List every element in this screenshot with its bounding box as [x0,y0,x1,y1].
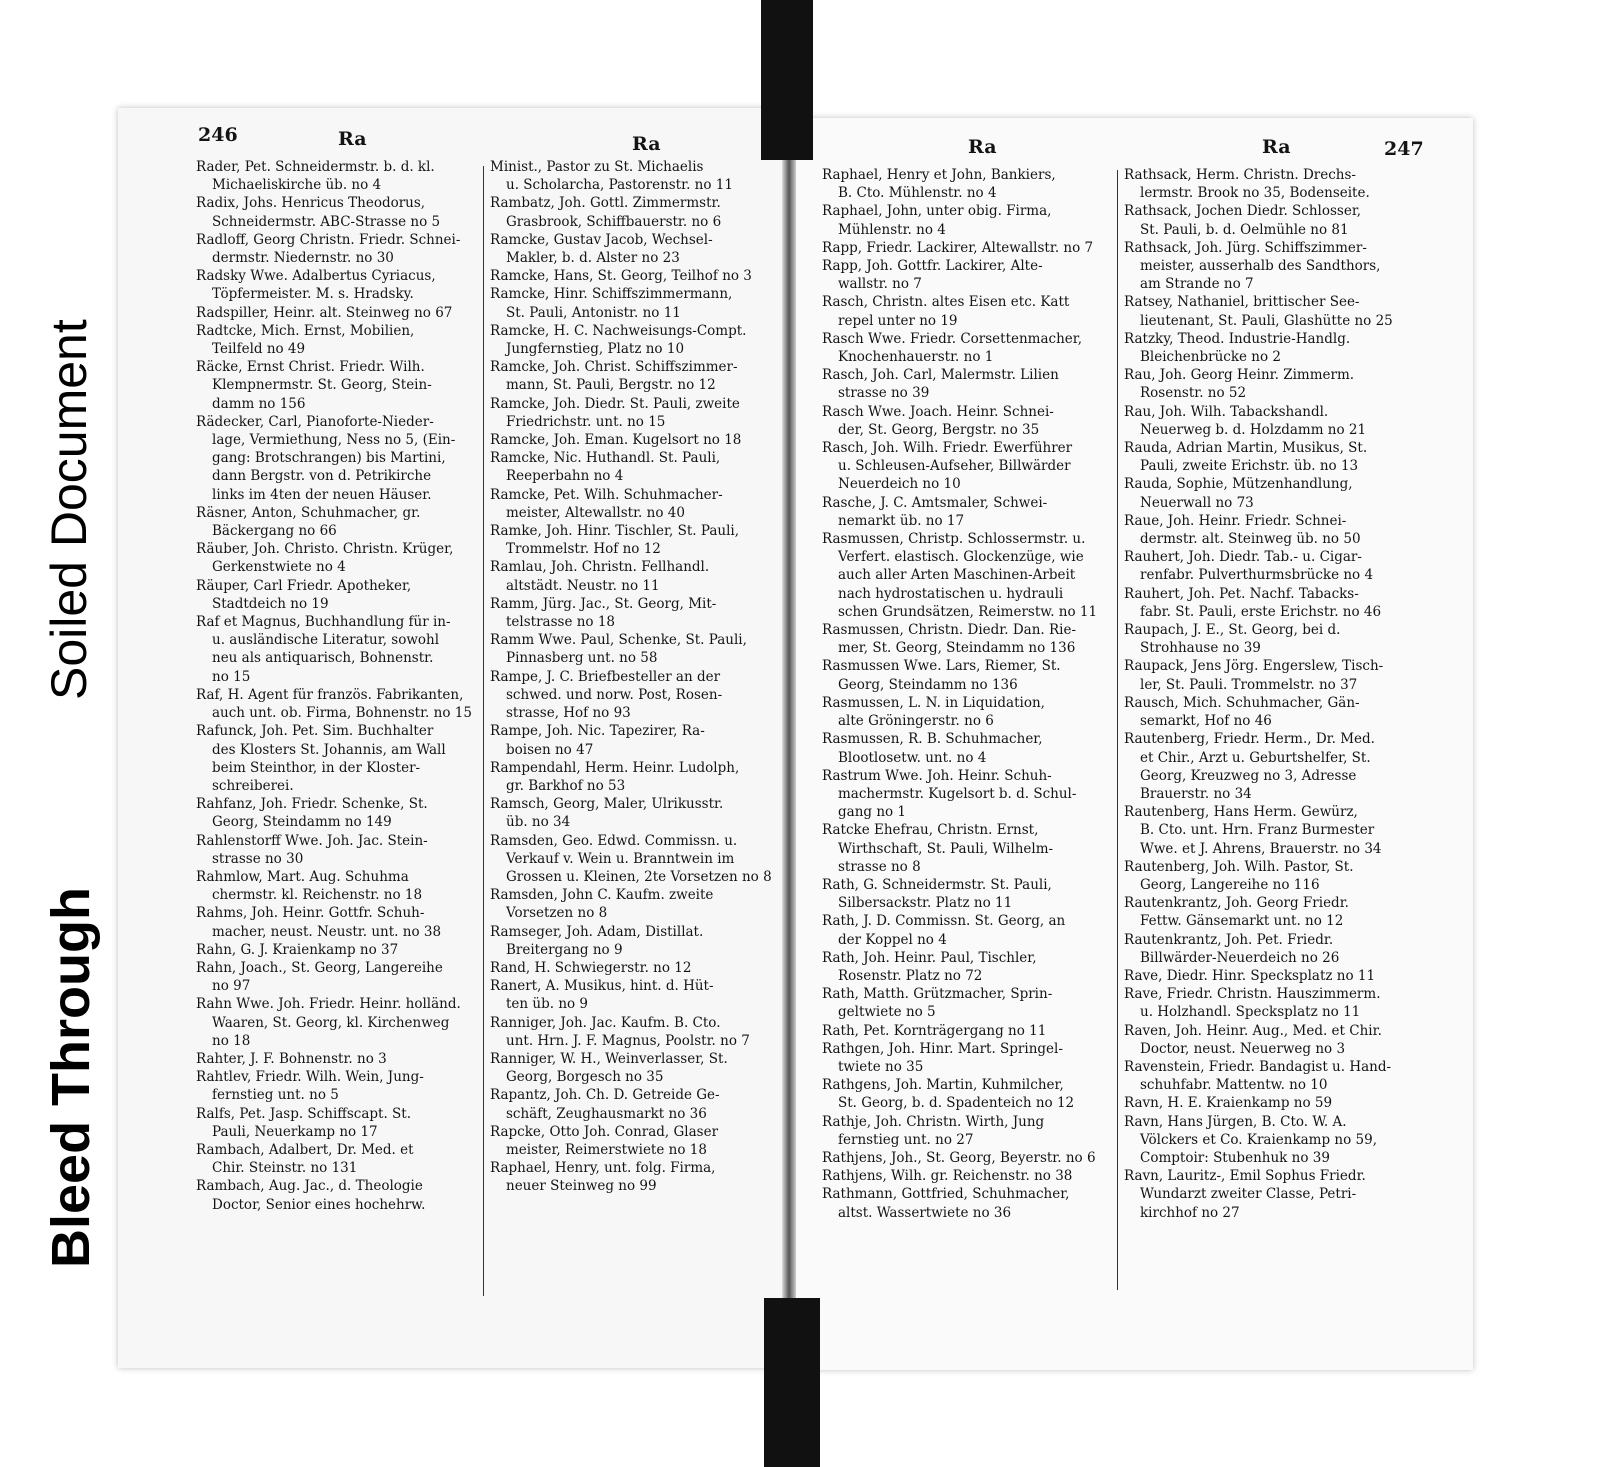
directory-entry: Rasch, Joh. Wilh. Friedr. Ewerführer u. Schleusen-Aufseher, Billwärder Neuerdeich no 10 [822,440,1073,493]
directory-entry: Ranniger, W. H., Weinverlasser, St. Georg, Borgesch no 35 [490,1050,728,1086]
directory-entry: Raphael, John, unter obig. Firma, Mühlenstr. no 4 [822,203,1052,238]
directory-entry: Rasch Wwe. Joach. Heinr. Schnei- der, St. Georg, Bergstr. no 35 [822,403,1054,438]
directory-entry: Rathsack, Jochen Diedr. Schlosser, St. Pauli, b. d. Oelmühle no 81 [1124,203,1362,238]
directory-entry: Rapcke, Otto Joh. Conrad, Glaser meister, Reimerstwiete no 18 [490,1123,719,1158]
directory-entry: Ramcke, Joh. Diedr. St. Pauli, zweite Friedrichstr. unt. no 15 [490,395,740,430]
bleed-through-stamp: Bleed Through [41,887,101,1268]
directory-entry: Ramcke, Hinr. Schiffszimmermann, St. Pauli, Antonistr. no 11 [490,286,733,321]
directory-entry: Räcke, Ernst Christ. Friedr. Wilh. Klempnermstr. St. Georg, Stein- damm no 156 [196,359,432,412]
directory-entry: Rahn, Joach., St. Georg, Langereihe no 97 [196,959,443,995]
directory-entry: Rampe, Joh. Nic. Tapezirer, Ra- boisen no 47 [490,723,705,758]
directory-entry: Rahter, J. F. Bohnenstr. no 3 [196,1050,387,1067]
directory-entry: Rausch, Mich. Schuhmacher, Gän- semarkt, Hof no 46 [1124,694,1360,730]
directory-entry: Raue, Joh. Heinr. Friedr. Schnei- dermstr. alt. Steinweg üb. no 50 [1124,512,1361,548]
directory-entry: Räuper, Carl Friedr. Apotheker, Stadtdeich no 19 [196,577,412,612]
directory-entry: Räsner, Anton, Schuhmacher, gr. Bäckergang no 66 [196,504,421,540]
directory-entry: Rath, Matth. Grützmacher, Sprin- geltwiete no 5 [822,986,1053,1021]
directory-column-3 [822,166,1114,1222]
directory-entry: Rathgen, Joh. Hinr. Mart. Springel- twiete no 35 [822,1040,1063,1075]
directory-column-4 [1124,166,1414,1222]
directory-entry: Rahtlev, Friedr. Wilh. Wein, Jung- fernstieg unt. no 5 [196,1069,424,1104]
directory-entry: Raf et Magnus, Buchhandlung für in- u. ausländische Literatur, sowohl neu als antiquarisch, Bohnenstr. no 15 [196,614,451,685]
directory-entry: Ramlau, Joh. Christn. Fellhandl. altstädt. Neustr. no 11 [490,559,710,594]
directory-entry: Rasch, Christn. altes Eisen etc. Katt repel unter no 19 [822,294,1070,329]
directory-entry: Ramm, Jürg. Jac., St. Georg, Mit- telstrasse no 18 [490,595,717,631]
right-running-head-2: Ra [1262,136,1291,158]
directory-entry: Rafunck, Joh. Pet. Sim. Buchhalter des Klosters St. Johannis, am Wall beim Steinthor, in der Kloster- schreiberei. [196,723,446,794]
directory-entry: Rand, H. Schwiegerstr. no 12 [490,959,692,976]
directory-entry: Ramsch, Georg, Maler, Ulrikusstr. üb. no 34 [490,796,724,831]
directory-entry: Rahfanz, Joh. Friedr. Schenke, St. Georg, Steindamm no 149 [196,796,428,831]
directory-entry: Rapantz, Joh. Ch. D. Getreide Ge- schäft, Zeughausmarkt no 36 [490,1087,720,1122]
directory-entry: Radspiller, Heinr. alt. Steinweg no 67 [196,304,453,321]
directory-entry: Ramcke, Gustav Jacob, Wechsel- Makler, b. d. Alster no 23 [490,231,713,267]
directory-entry: Rasmussen, Christn. Diedr. Dan. Rie- mer, St. Georg, Steindamm no 136 [822,622,1077,657]
directory-entry: Radsky Wwe. Adalbertus Cyriacus, Töpfermeister. M. s. Hradsky. [196,268,436,303]
directory-entry: Ravn, Lauritz-, Emil Sophus Friedr. Wundarzt zweiter Classe, Petri- kirchhof no 27 [1124,1168,1366,1221]
directory-entry: Rapp, Joh. Gottfr. Lackirer, Alte- wallstr. no 7 [822,258,1043,293]
directory-entry: Rathje, Joh. Christn. Wirth, Jung fernstieg unt. no 27 [822,1113,1045,1148]
directory-entry: Rasmussen Wwe. Lars, Riemer, St. Georg, Steindamm no 136 [822,658,1061,693]
directory-entry: Rautenkrantz, Joh. Pet. Friedr. Billwärder-Neuerdeich no 26 [1124,931,1340,966]
directory-entry: Ramsden, John C. Kaufm. zweite Vorsetzen no 8 [490,887,714,922]
directory-entry: Rädecker, Carl, Pianoforte-Nieder- lage, Vermiethung, Ness no 5, (Ein- gang: Brotschrangen) bis Martini, dann Bergstr. von d. Petrikirche links im 4ten der neuen Häuser. [196,413,456,503]
directory-column-2 [490,158,772,1196]
right-running-head-1: Ra [968,136,997,158]
right-page-number: 247 [1384,138,1424,160]
directory-entry: Rautenberg, Joh. Wilh. Pastor, St. Georg, Langereihe no 116 [1124,858,1354,893]
directory-entry: Ramcke, Nic. Huthandl. St. Pauli, Reeperbahn no 4 [490,450,721,485]
directory-entry: Ravenstein, Friedr. Bandagist u. Hand- schuhfabr. Mattentw. no 10 [1124,1058,1392,1094]
directory-entry: Ranert, A. Musikus, hint. d. Hüt- ten üb. no 9 [490,978,714,1013]
directory-entry: Rasmussen, R. B. Schuhmacher, Blootlosetw. unt. no 4 [822,731,1043,766]
directory-column-1 [196,158,481,1214]
directory-entry: Ratsey, Nathaniel, brittischer See- lieutenant, St. Pauli, Glashütte no 25 [1124,294,1393,329]
directory-entry: Rahn, G. J. Kraienkamp no 37 [196,941,399,958]
directory-entry: Rampendahl, Herm. Heinr. Ludolph, gr. Barkhof no 53 [490,759,740,794]
left-running-head-1: Ra [338,128,367,150]
directory-entry: Rathgens, Joh. Martin, Kuhmilcher, St. Georg, b. d. Spadenteich no 12 [822,1077,1075,1112]
column-rule [1117,170,1118,1290]
column-rule [483,166,484,1296]
directory-entry: Rathsack, Herm. Christn. Drechs- lermstr. Brook no 35, Bodenseite. [1124,167,1370,202]
directory-entry: Ravn, Hans Jürgen, B. Cto. W. A. Völckers et Co. Kraienkamp no 59, Comptoir: Stubenhuk no 39 [1124,1113,1378,1166]
soiled-document-stamp: Soiled Document [41,319,97,700]
directory-entry: Rauhert, Joh. Diedr. Tab.- u. Cigar- renfabr. Pulverthurmsbrücke no 4 [1124,549,1374,584]
directory-entry: Ramsden, Geo. Edwd. Commissn. u. Verkauf v. Wein u. Branntwein im Grossen u. Kleinen, 2te Vorsetzen no 8 [490,832,772,885]
directory-entry: Rave, Diedr. Hinr. Specksplatz no 11 [1124,967,1376,984]
directory-entry: Rau, Joh. Georg Heinr. Zimmerm. Rosenstr. no 52 [1124,367,1355,402]
directory-entry: Ratcke Ehefrau, Christn. Ernst, Wirthschaft, St. Pauli, Wilhelm- strasse no 8 [822,822,1054,875]
directory-entry: Radloff, Georg Christn. Friedr. Schnei- dermstr. Niedernstr. no 30 [196,231,461,267]
directory-entry: Rathsack, Joh. Jürg. Schiffszimmer- meister, ausserhalb des Sandthors, am Strande no 7 [1124,239,1381,293]
directory-entry: Rath, G. Schneidermstr. St. Pauli, Silbersackstr. Platz no 11 [822,876,1052,912]
directory-entry: Raupach, J. E., St. Georg, bei d. Strohhause no 39 [1124,622,1341,657]
directory-entry: Rambach, Aug. Jac., d. Theologie Doctor, Senior eines hochehrw. [196,1178,426,1213]
spine-top [761,0,813,160]
directory-entry: Rathjens, Wilh. gr. Reichenstr. no 38 [822,1168,1073,1185]
directory-entry: Ramm Wwe. Paul, Schenke, St. Pauli, Pinnasberg unt. no 58 [490,632,747,667]
directory-entry: Rasch Wwe. Friedr. Corsettenmacher, Knochenhauerstr. no 1 [822,330,1083,366]
directory-entry: Rauda, Sophie, Mützenhandlung, Neuerwall no 73 [1124,476,1353,511]
directory-entry: Rautenberg, Friedr. Herm., Dr. Med. et Chir., Arzt u. Geburtshelfer, St. Georg, Kreuzweg no 3, Adresse Brauerstr. no 34 [1124,731,1375,802]
left-running-head-2: Ra [632,133,661,155]
directory-entry: Radtcke, Mich. Ernst, Mobilien, Teilfeld no 49 [196,322,415,358]
directory-entry: Ramseger, Joh. Adam, Distillat. Breitergang no 9 [490,923,704,958]
directory-entry: Rathjens, Joh., St. Georg, Beyerstr. no 6 [822,1149,1096,1166]
directory-entry: Rahlenstorff Wwe. Joh. Jac. Stein- strasse no 30 [196,832,428,867]
book-gutter [782,130,796,1370]
directory-entry: Rath, Joh. Heinr. Paul, Tischler, Rosenstr. Platz no 72 [822,949,1037,984]
directory-entry: Rasmussen, L. N. in Liquidation, alte Gröningerstr. no 6 [822,694,1045,730]
directory-entry: Rave, Friedr. Christn. Hauszimmerm. u. Holzhandl. Specksplatz no 11 [1124,986,1381,1021]
directory-entry: Rahms, Joh. Heinr. Gottfr. Schuh- macher, neust. Neustr. unt. no 38 [196,905,442,940]
directory-entry: Raphael, Henry et John, Bankiers, B. Cto. Mühlenstr. no 4 [822,167,1056,202]
directory-entry: Rauda, Adrian Martin, Musikus, St. Pauli, zweite Erichstr. üb. no 13 [1124,440,1368,475]
directory-entry: Rambatz, Joh. Gottl. Zimmermstr. Grasbrook, Schiffbauerstr. no 6 [490,195,722,230]
directory-entry: Rastrum Wwe. Joh. Heinr. Schuh- machermstr. Kugelsort b. d. Schul- gang no 1 [822,767,1077,821]
directory-entry: Ramcke, Hans, St. Georg, Teilhof no 3 [490,268,752,285]
directory-entry: Rahn Wwe. Joh. Friedr. Heinr. holländ. Waaren, St. Georg, kl. Kirchenweg no 18 [196,996,461,1049]
directory-entry: Ramcke, H. C. Nachweisungs-Compt. Jungfernstieg, Platz no 10 [490,322,747,358]
directory-entry: Raven, Joh. Heinr. Aug., Med. et Chir. Doctor, neust. Neuerweg no 3 [1124,1022,1382,1057]
directory-entry: Ralfs, Pet. Jasp. Schiffscapt. St. Pauli, Neuerkamp no 17 [196,1105,411,1140]
directory-entry: Rasch, Joh. Carl, Malermstr. Lilien strasse no 39 [822,367,1059,402]
directory-entry: Rathmann, Gottfried, Schuhmacher, altst. Wassertwiete no 36 [822,1186,1070,1221]
directory-entry: Ramcke, Joh. Eman. Kugelsort no 18 [490,432,742,449]
directory-entry: Ravn, H. E. Kraienkamp no 59 [1124,1095,1333,1112]
directory-entry: Ramcke, Joh. Christ. Schiffszimmer- mann, St. Pauli, Bergstr. no 12 [490,359,738,394]
left-page-number: 246 [198,124,238,146]
directory-entry: Rau, Joh. Wilh. Tabackshandl. Neuerweg b. d. Holzdamm no 21 [1124,403,1367,438]
directory-entry: Ramke, Joh. Hinr. Tischler, St. Pauli, Trommelstr. Hof no 12 [490,523,739,558]
directory-entry: Minist., Pastor zu St. Michaelis u. Scholarcha, Pastorenstr. no 11 [490,159,733,194]
directory-entry: Raf, H. Agent für französ. Fabrikanten, auch unt. ob. Firma, Bohnenstr. no 15 [196,686,472,722]
directory-entry: Rasmussen, Christp. Schlossermstr. u. Verfert. elastisch. Glockenzüge, wie auch aller Arten Maschinen-Arbeit nach hydrostatischen u. hydrauli schen Grundsätzen, Reimerstw. no 11 [822,531,1098,620]
directory-entry: Rasche, J. C. Amtsmaler, Schwei- nemarkt üb. no 17 [822,494,1048,529]
directory-entry: Rampe, J. C. Briefbesteller an der schwed. und norw. Post, Rosen- strasse, Hof no 93 [490,668,723,722]
directory-entry: Rahmlow, Mart. Aug. Schuhma chermstr. kl. Reichenstr. no 18 [196,868,423,904]
directory-entry: Rambach, Adalbert, Dr. Med. et Chir. Steinstr. no 131 [196,1141,414,1177]
directory-entry: Rauhert, Joh. Pet. Nachf. Tabacks- fabr. St. Pauli, erste Erichstr. no 46 [1124,585,1382,620]
spine-bottom [764,1298,820,1467]
directory-entry: Rautenberg, Hans Herm. Gewürz, B. Cto. unt. Hrn. Franz Burmester Wwe. et J. Ahrens, Brauerstr. no 34 [1124,804,1382,857]
directory-entry: Raupack, Jens Jörg. Engerslew, Tisch- ler, St. Pauli. Trommelstr. no 37 [1124,658,1384,693]
directory-entry: Raphael, Henry, unt. folg. Firma, neuer Steinweg no 99 [490,1160,716,1195]
directory-entry: Radix, Johs. Henricus Theodorus, Schneidermstr. ABC-Strasse no 5 [196,195,441,230]
directory-entry: Rath, Pet. Kornträgergang no 11 [822,1022,1047,1039]
directory-entry: Rath, J. D. Commissn. St. Georg, an der Koppel no 4 [822,913,1066,948]
directory-entry: Rautenkrantz, Joh. Georg Friedr. Fettw. Gänsemarkt unt. no 12 [1124,895,1349,930]
directory-entry: Ranniger, Joh. Jac. Kaufm. B. Cto. unt. Hrn. J. F. Magnus, Poolstr. no 7 [490,1014,750,1049]
directory-entry: Räuber, Joh. Christo. Christn. Krüger, Gerkenstwiete no 4 [196,541,454,576]
directory-entry: Ramcke, Pet. Wilh. Schuhmacher- meister, Altewallstr. no 40 [490,486,723,521]
directory-entry: Rader, Pet. Schneidermstr. b. d. kl. Michaeliskirche üb. no 4 [196,159,435,194]
directory-entry: Ratzky, Theod. Industrie-Handlg. Bleichenbrücke no 2 [1124,330,1351,366]
directory-entry: Rapp, Friedr. Lackirer, Altewallstr. no 7 [822,239,1094,256]
